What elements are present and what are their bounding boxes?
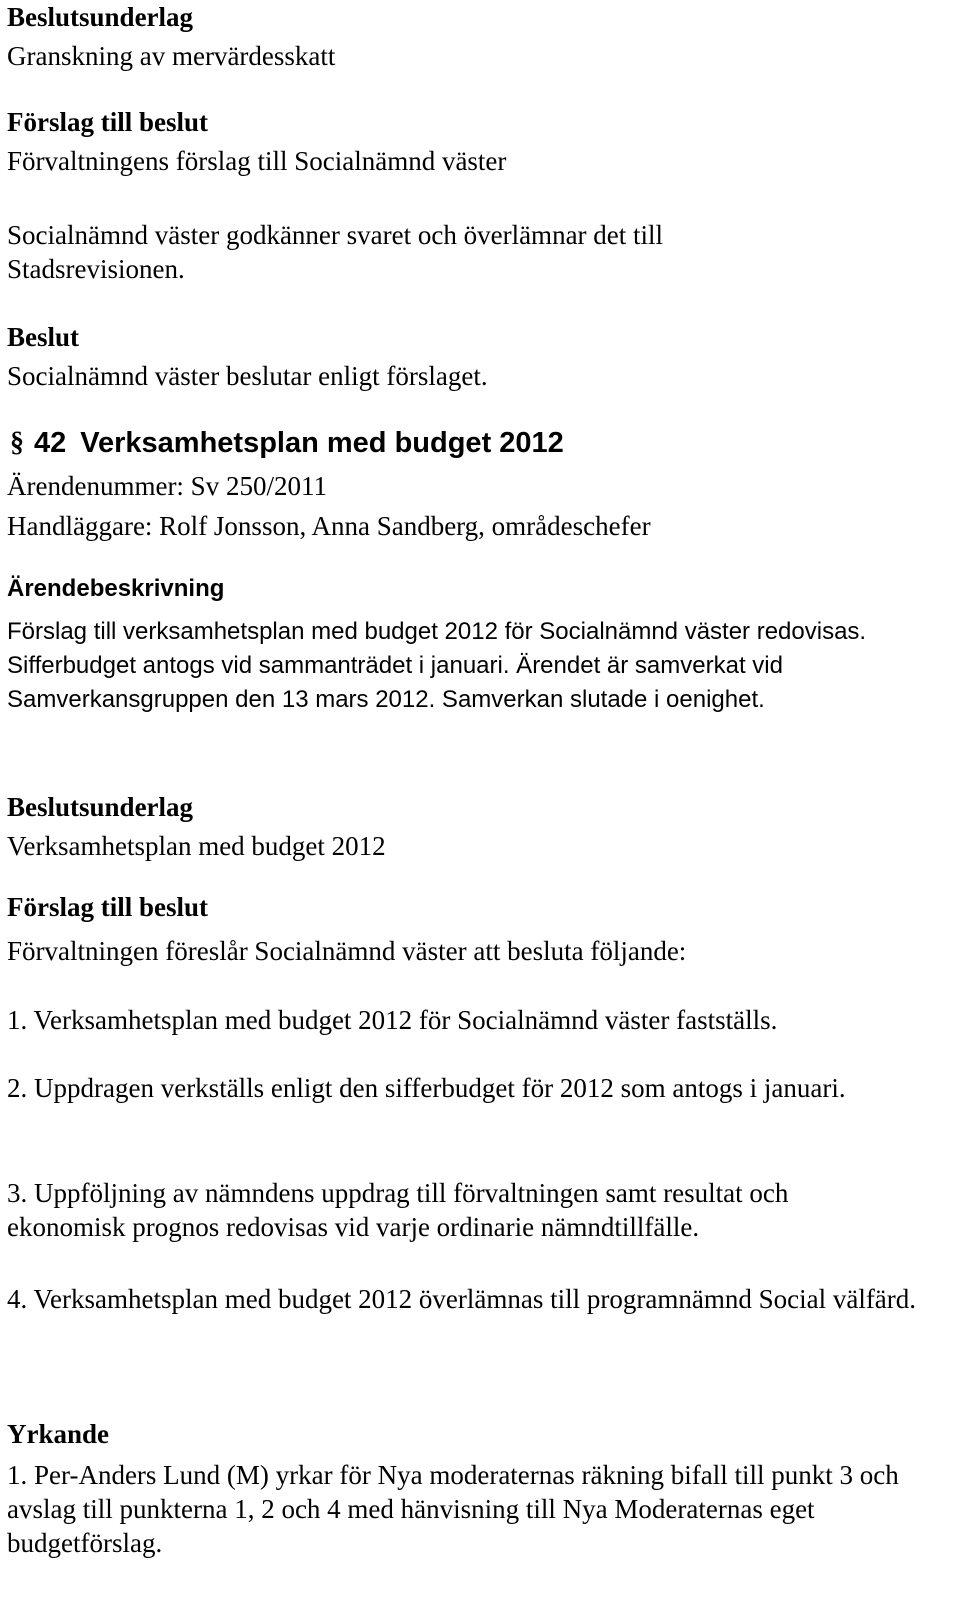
forslag2-item-1: 1. Verksamhetsplan med budget 2012 för Socialnämnd väster fastställs. xyxy=(7,1005,778,1035)
forslag-body: Socialnämnd väster godkänner svaret och överlämnar det till Stadsrevisionen. xyxy=(7,220,664,284)
beslut-text: Socialnämnd väster beslutar enligt förslaget. xyxy=(7,361,488,391)
forslag2-intro: Förvaltningen föreslår Socialnämnd väster att besluta följande: xyxy=(7,936,687,966)
section-title xyxy=(7,423,953,463)
section-title-text: Verksamhetsplan med budget 2012 xyxy=(80,427,564,459)
beslutsunderlag2-text: Verksamhetsplan med budget 2012 xyxy=(7,831,386,861)
forslag-text: Förvaltningens förslag till Socialnämnd väster xyxy=(7,146,507,176)
forslag2-item-2: 2. Uppdragen verkställs enligt den sifferbudget för 2012 som antogs i januari. xyxy=(7,1073,846,1103)
section-number: 42 xyxy=(34,427,67,459)
beslutsunderlag2-heading: Beslutsunderlag xyxy=(7,792,194,822)
forslag2-heading: Förslag till beslut xyxy=(7,892,208,922)
arendebeskrivning-text: Förslag till verksamhetsplan med budget 2012 för Socialnämnd väster redovisas. Sifferbudget antogs vid sammanträdet i januari. Ärendet är samverkat vid Samverkansgruppen den 13 mars 2012. Samverkan slutade i oenighet. xyxy=(7,618,867,713)
beslutsunderlag-heading: Beslutsunderlag xyxy=(7,2,194,32)
forslag2-item-3: 3. Uppföljning av nämndens uppdrag till förvaltningen samt resultat och ekonomisk prognos redovisas vid varje ordinarie nämndtillfälle. xyxy=(7,1178,789,1242)
yrkande-text: 1. Per-Anders Lund (M) yrkar för Nya moderaternas räkning bifall till punkt 3 och avslag till punkterna 1, 2 och 4 med hänvisning till Nya Moderaternas eget budgetförslag. xyxy=(7,1460,899,1558)
yrkande-heading: Yrkande xyxy=(7,1419,110,1449)
forslag-heading: Förslag till beslut xyxy=(7,107,208,137)
arendebeskrivning-heading: Ärendebeskrivning xyxy=(7,575,225,602)
forslag2-item-4: 4. Verksamhetsplan med budget 2012 överlämnas till programnämnd Social välfärd. xyxy=(7,1284,917,1314)
beslut-heading: Beslut xyxy=(7,322,80,352)
arendenummer: Ärendenummer: Sv 250/2011 xyxy=(7,471,327,501)
paragraph-symbol: § xyxy=(10,427,24,458)
handlaggare: Handläggare: Rolf Jonsson, Anna Sandberg, områdeschefer xyxy=(7,511,651,541)
beslutsunderlag-text: Granskning av mervärdesskatt xyxy=(7,41,336,71)
